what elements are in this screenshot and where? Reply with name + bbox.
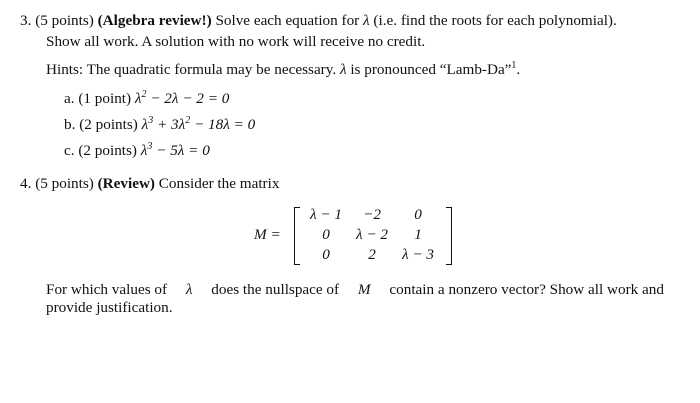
problem-3-points: (5 points) [35, 12, 94, 29]
problem-4-title: (Review) [97, 175, 155, 192]
lambda-symbol: λ [185, 281, 193, 298]
matrix-cell: 2 [368, 246, 376, 263]
problem-3-part-b [64, 116, 255, 134]
equation-b: $\lambda^3 + 3\lambda^2 - 18\lambda = 0$ [141, 115, 256, 133]
problem-4-prompt: Consider the matrix [158, 175, 280, 192]
problem-3-part-c [64, 142, 210, 160]
equation-a: $\lambda^2 - 2\lambda - 2 = 0$ [134, 89, 230, 107]
problem-3-prompt: Solve each equation for [215, 12, 360, 29]
problem-3-part-a [64, 90, 229, 108]
matrix-cell: λ − 1 [309, 206, 342, 223]
problem-4-heading [20, 175, 279, 193]
lambda-symbol: λ [339, 61, 347, 78]
problem-4-question [46, 281, 664, 299]
part-label: a. [64, 90, 75, 107]
matrix-right-bracket [446, 207, 452, 265]
problem-3-instructions: Show all work. A solution with no work will receive no credit. [46, 33, 426, 50]
hint-pronunciation: is pronounced “Lamb-Da” [350, 61, 512, 78]
problem-4-number: 4. [20, 175, 32, 192]
part-points: (1 point) [78, 90, 132, 107]
problem-4-question-cont: provide justification. [46, 299, 173, 316]
part-points: (2 points) [78, 142, 137, 159]
footnote-marker: 1 [511, 60, 517, 71]
hint-text: Hints: The quadratic formula may be necessary. [46, 61, 337, 78]
part-label: c. [64, 142, 75, 159]
matrix-cell: λ − 2 [355, 226, 388, 243]
problem-3-heading [20, 12, 617, 30]
problem-4-points: (5 points) [35, 175, 94, 192]
matrix-cell: λ − 3 [401, 246, 434, 263]
hint-period: . [516, 61, 521, 78]
matrix-symbol: M [357, 281, 371, 298]
problem-3-number: 3. [20, 12, 32, 29]
part-points: (2 points) [79, 116, 138, 133]
problem-3-hint [46, 61, 520, 79]
question-text: does the nullspace of [211, 281, 340, 298]
matrix-cell: 1 [414, 226, 422, 243]
part-label: b. [64, 116, 76, 133]
equation-c: $\lambda^3 - 5\lambda = 0$ [140, 141, 210, 159]
matrix-cell: 0 [322, 226, 330, 243]
problem-3-prompt-cont: (i.e. find the roots for each polynomial). [373, 12, 617, 29]
matrix-cell: 0 [414, 206, 422, 223]
matrix-label: M = [254, 226, 281, 243]
question-text: For which values of [46, 281, 168, 298]
problem-3-title: (Algebra review!) [97, 12, 212, 29]
matrix-cell: 0 [322, 246, 330, 263]
lambda-symbol: λ [363, 12, 370, 29]
question-text: contain a nonzero vector? Show all work and [389, 281, 664, 298]
matrix-left-bracket [294, 207, 300, 265]
matrix-cell: −2 [363, 206, 381, 223]
